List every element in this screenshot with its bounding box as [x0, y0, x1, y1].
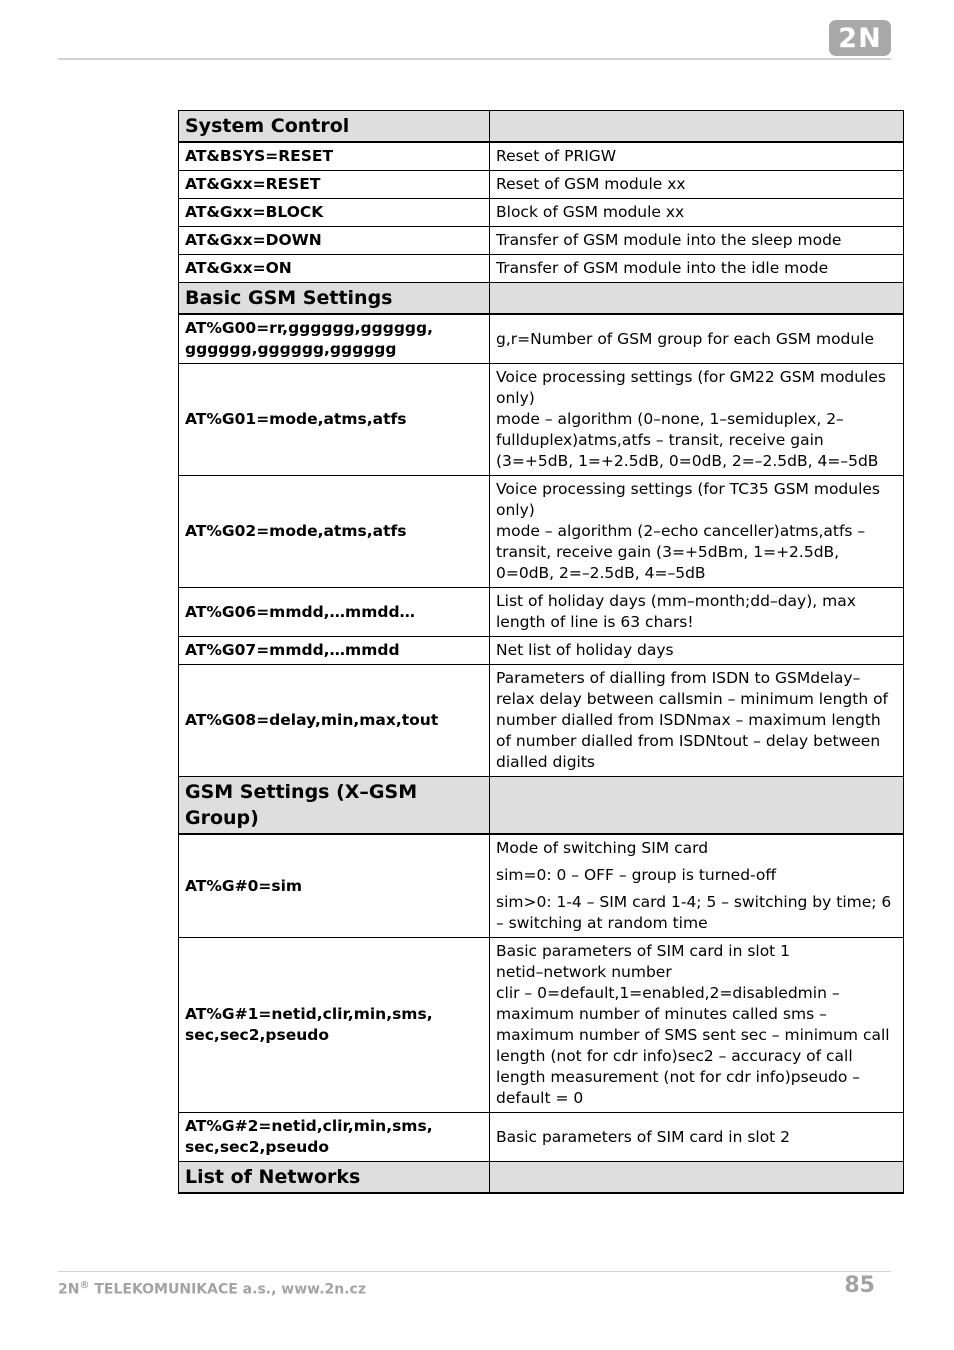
at-command: AT&BSYS=RESET	[179, 142, 490, 171]
at-command: AT%G06=mmdd,…mmdd…	[179, 588, 490, 637]
footer-company-text: TELEKOMUNIKACE a.s., www.2n.cz	[89, 1281, 366, 1298]
table-row	[179, 938, 904, 1113]
command-description	[490, 171, 904, 199]
command-description	[490, 314, 904, 364]
logo-text: 2N	[838, 22, 882, 54]
section-title: Basic GSM Settings	[179, 283, 490, 315]
page-number: 85	[844, 1273, 875, 1298]
logo-2n	[829, 20, 891, 56]
section-header-row	[179, 1162, 904, 1194]
footer-company	[58, 1280, 366, 1298]
section-empty-cell	[490, 111, 904, 143]
table-row	[179, 364, 904, 476]
table-row	[179, 588, 904, 637]
at-command: AT&Gxx=BLOCK	[179, 199, 490, 227]
description-paragraph: Mode of switching SIM card	[496, 839, 709, 857]
section-title: GSM Settings (X–GSM Group)	[179, 777, 490, 835]
table-row	[179, 255, 904, 283]
section-header-row	[179, 111, 904, 143]
description-paragraph: Net list of holiday days	[496, 641, 674, 659]
command-description	[490, 227, 904, 255]
table-row	[179, 171, 904, 199]
description-paragraph: Transfer of GSM module into the sleep mode	[496, 231, 842, 249]
at-command: AT%G00=rr,gggggg,gggggg, gggggg,gggggg,gggggg	[179, 314, 490, 364]
at-command: AT%G08=delay,min,max,tout	[179, 665, 490, 777]
section-title: System Control	[179, 111, 490, 143]
at-command: AT%G#0=sim	[179, 834, 490, 938]
table-row	[179, 314, 904, 364]
section-title: List of Networks	[179, 1162, 490, 1194]
command-description	[490, 834, 904, 938]
description-paragraph: Transfer of GSM module into the idle mode	[496, 259, 829, 277]
table-row	[179, 142, 904, 171]
table-row	[179, 637, 904, 665]
description-paragraph: Voice processing settings (for GM22 GSM modules only) mode – algorithm (0–none, 1–semiduplex, 2–fullduplex)atms,atfs – transit, receive gain (3=+5dB, 1=+2.5dB, 0=0dB, 2=–2.5dB, 4=–5dB	[496, 368, 887, 470]
at-command: AT&Gxx=DOWN	[179, 227, 490, 255]
at-command: AT%G02=mode,atms,atfs	[179, 476, 490, 588]
at-command-table	[178, 110, 904, 1194]
description-paragraph: Reset of GSM module xx	[496, 175, 686, 193]
command-description	[490, 199, 904, 227]
section-empty-cell	[490, 283, 904, 315]
command-description	[490, 142, 904, 171]
description-paragraph: Reset of PRIGW	[496, 147, 617, 165]
at-command: AT&Gxx=RESET	[179, 171, 490, 199]
description-paragraph: Block of GSM module xx	[496, 203, 685, 221]
command-description	[490, 364, 904, 476]
command-description	[490, 1113, 904, 1162]
at-command: AT%G#2=netid,clir,min,sms, sec,sec2,pseudo	[179, 1113, 490, 1162]
table-row	[179, 199, 904, 227]
table-row	[179, 1113, 904, 1162]
command-description	[490, 588, 904, 637]
description-paragraph: Basic parameters of SIM card in slot 2	[496, 1127, 791, 1146]
description-paragraph: Basic parameters of SIM card in slot 1 netid–network number clir – 0=default,1=enabled,2=disabledmin – maximum number of minutes called sms – maximum number of SMS sent sec – minimum call length (not for cdr info)sec2 – accuracy of call length measurement (not for cdr info)pseudo – default = 0	[496, 942, 890, 1107]
description-paragraph: sim>0: 1-4 – SIM card 1-4; 5 – switching by time; 6 – switching at random time	[496, 893, 892, 932]
description-paragraph: sim=0: 0 – OFF – group is turned-off	[496, 866, 777, 884]
section-header-row	[179, 283, 904, 315]
at-command: AT%G#1=netid,clir,min,sms, sec,sec2,pseudo	[179, 938, 490, 1113]
command-description	[490, 938, 904, 1113]
at-command: AT%G01=mode,atms,atfs	[179, 364, 490, 476]
section-header-row	[179, 777, 904, 835]
command-description	[490, 665, 904, 777]
header-rule	[58, 58, 891, 60]
at-command: AT%G07=mmdd,…mmdd	[179, 637, 490, 665]
section-empty-cell	[490, 777, 904, 835]
footer-brand: 2N	[58, 1281, 80, 1298]
table-row	[179, 665, 904, 777]
table-body	[179, 111, 904, 1194]
footer-rule	[58, 1271, 891, 1272]
at-command: AT&Gxx=ON	[179, 255, 490, 283]
table-row	[179, 834, 904, 938]
description-paragraph: Voice processing settings (for TC35 GSM modules only) mode – algorithm (2–echo canceller)atms,atfs – transit, receive gain (3=+5dBm, 1=+2.5dB, 0=0dB, 2=–2.5dB, 4=–5dB	[496, 480, 881, 582]
description-paragraph: g,r=Number of GSM group for each GSM module	[496, 329, 875, 348]
description-paragraph: List of holiday days (mm–month;dd–day), max length of line is 63 chars!	[496, 592, 856, 631]
registered-mark: ®	[79, 1280, 90, 1291]
command-description	[490, 637, 904, 665]
table-row	[179, 476, 904, 588]
command-description	[490, 476, 904, 588]
table-row	[179, 227, 904, 255]
description-paragraph: Parameters of dialling from ISDN to GSMdelay– relax delay between callsmin – minimum length of number dialled from ISDNmax – maximum length of number dialled from ISDNtout – delay between dialled digits	[496, 669, 889, 771]
command-description	[490, 255, 904, 283]
section-empty-cell	[490, 1162, 904, 1194]
